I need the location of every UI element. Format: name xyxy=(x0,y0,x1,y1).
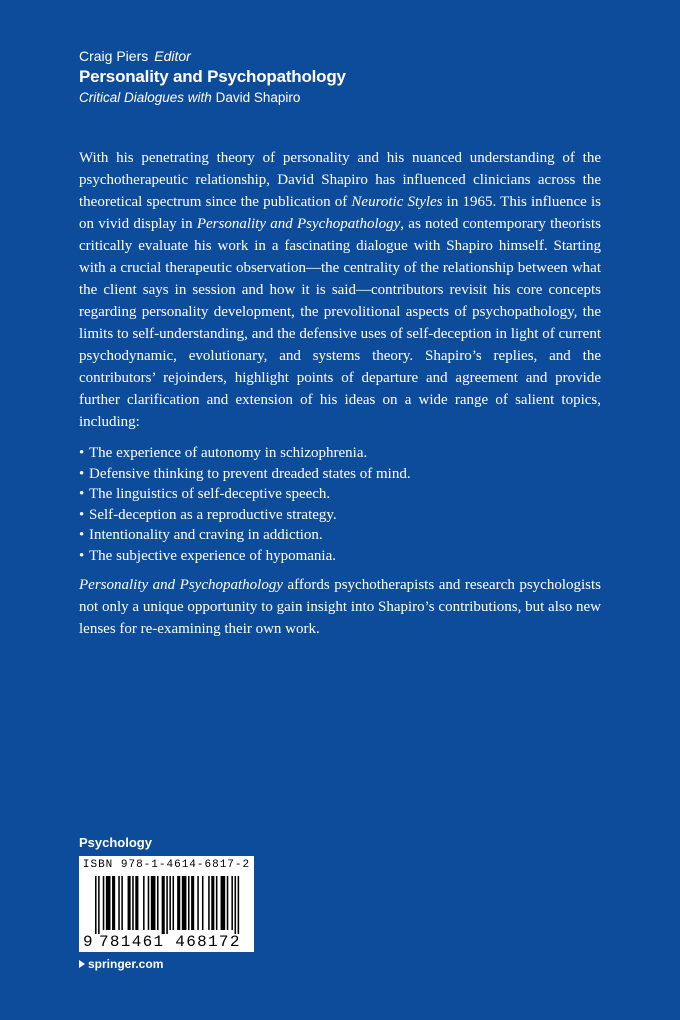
list-item xyxy=(79,546,601,567)
cover-header xyxy=(79,47,619,107)
bullet-icon: • xyxy=(79,547,85,564)
p1-text-c: , as noted contemporary theorists critically evaluate his work in a fascinating dialogue with Shapiro himself. Starting with a crucial therapeutic observation—the centrality of the relationship between what the client says in session and how it is said—contributors revisit his core concepts regarding personality development, the prevolitional aspects of psychopathology, the limits to self-understanding, and the defensive uses of self-deception in light of current psychodynamic, evolutionary, and systems theory. Shapiro’s replies, and the contributors’ rejoinders, highlight points of departure and agreement and provide further clarification and extension of his ideas on a wide range of salient topics, including: xyxy=(79,216,601,430)
description-paragraph-2 xyxy=(79,574,601,640)
bullet-icon: • xyxy=(79,527,85,543)
website-text: springer.com xyxy=(88,957,164,971)
list-item xyxy=(79,525,601,546)
barcode-digit-groups: 781461 468172 xyxy=(99,933,241,951)
p1-text-a: With his penetrating theory of personality and his nuanced understanding of the psychotherapeutic relationship, David Shapiro has influenced clinicians across the theoretical spectrum since the publication of xyxy=(79,150,601,210)
list-item xyxy=(79,464,601,485)
publisher-website[interactable] xyxy=(79,957,163,971)
list-item-text: Intentionality and craving in addiction. xyxy=(89,527,323,543)
list-item xyxy=(79,505,601,526)
subtitle-name: David Shapiro xyxy=(215,90,301,105)
p1-title: Personality and Psychopathology xyxy=(196,216,401,232)
list-item-text: Self-deception as a reproductive strategy. xyxy=(89,506,337,523)
bullet-icon: • xyxy=(79,506,85,523)
editor-role: Editor xyxy=(154,48,191,64)
p1-book-name: Neurotic Styles xyxy=(351,194,443,210)
list-item-text: The linguistics of self-deceptive speech. xyxy=(89,486,331,502)
list-item-text: The experience of autonomy in schizophrenia. xyxy=(89,445,368,461)
list-item xyxy=(79,443,601,464)
category-label: Psychology xyxy=(79,835,152,850)
editor-name: Craig Piers xyxy=(79,48,149,64)
list-item xyxy=(79,484,601,505)
book-title: Personality and Psychopathology xyxy=(79,67,346,86)
arrow-icon xyxy=(79,960,85,968)
barcode-first-digit: 9 xyxy=(83,933,94,951)
bullet-icon: • xyxy=(79,465,85,482)
subtitle-italic: Critical Dialogues with xyxy=(79,90,212,105)
bullet-icon: • xyxy=(79,445,85,461)
list-item-text: The subjective experience of hypomania. xyxy=(89,547,336,564)
p2-text: affords psychotherapists and research psychologists not only a unique opportunity to gain insight into Shapiro’s contributions, but also new lenses for re-examining their own work. xyxy=(79,577,601,637)
description-paragraph-1 xyxy=(79,147,601,433)
isbn-label: ISBN 978-1-4614-6817-2 xyxy=(82,859,251,871)
topic-list xyxy=(79,443,601,566)
editor-line xyxy=(79,47,619,65)
p1-text-b: in 1965. This influence is on vivid display in xyxy=(79,194,601,232)
list-item-text: Defensive thinking to prevent dreaded states of mind. xyxy=(89,465,411,482)
barcode-bars-icon xyxy=(93,876,240,934)
bullet-icon: • xyxy=(79,486,85,502)
p2-title: Personality and Psychopathology xyxy=(79,577,283,593)
book-description xyxy=(79,147,601,640)
book-subtitle xyxy=(79,89,619,107)
barcode xyxy=(79,856,254,952)
